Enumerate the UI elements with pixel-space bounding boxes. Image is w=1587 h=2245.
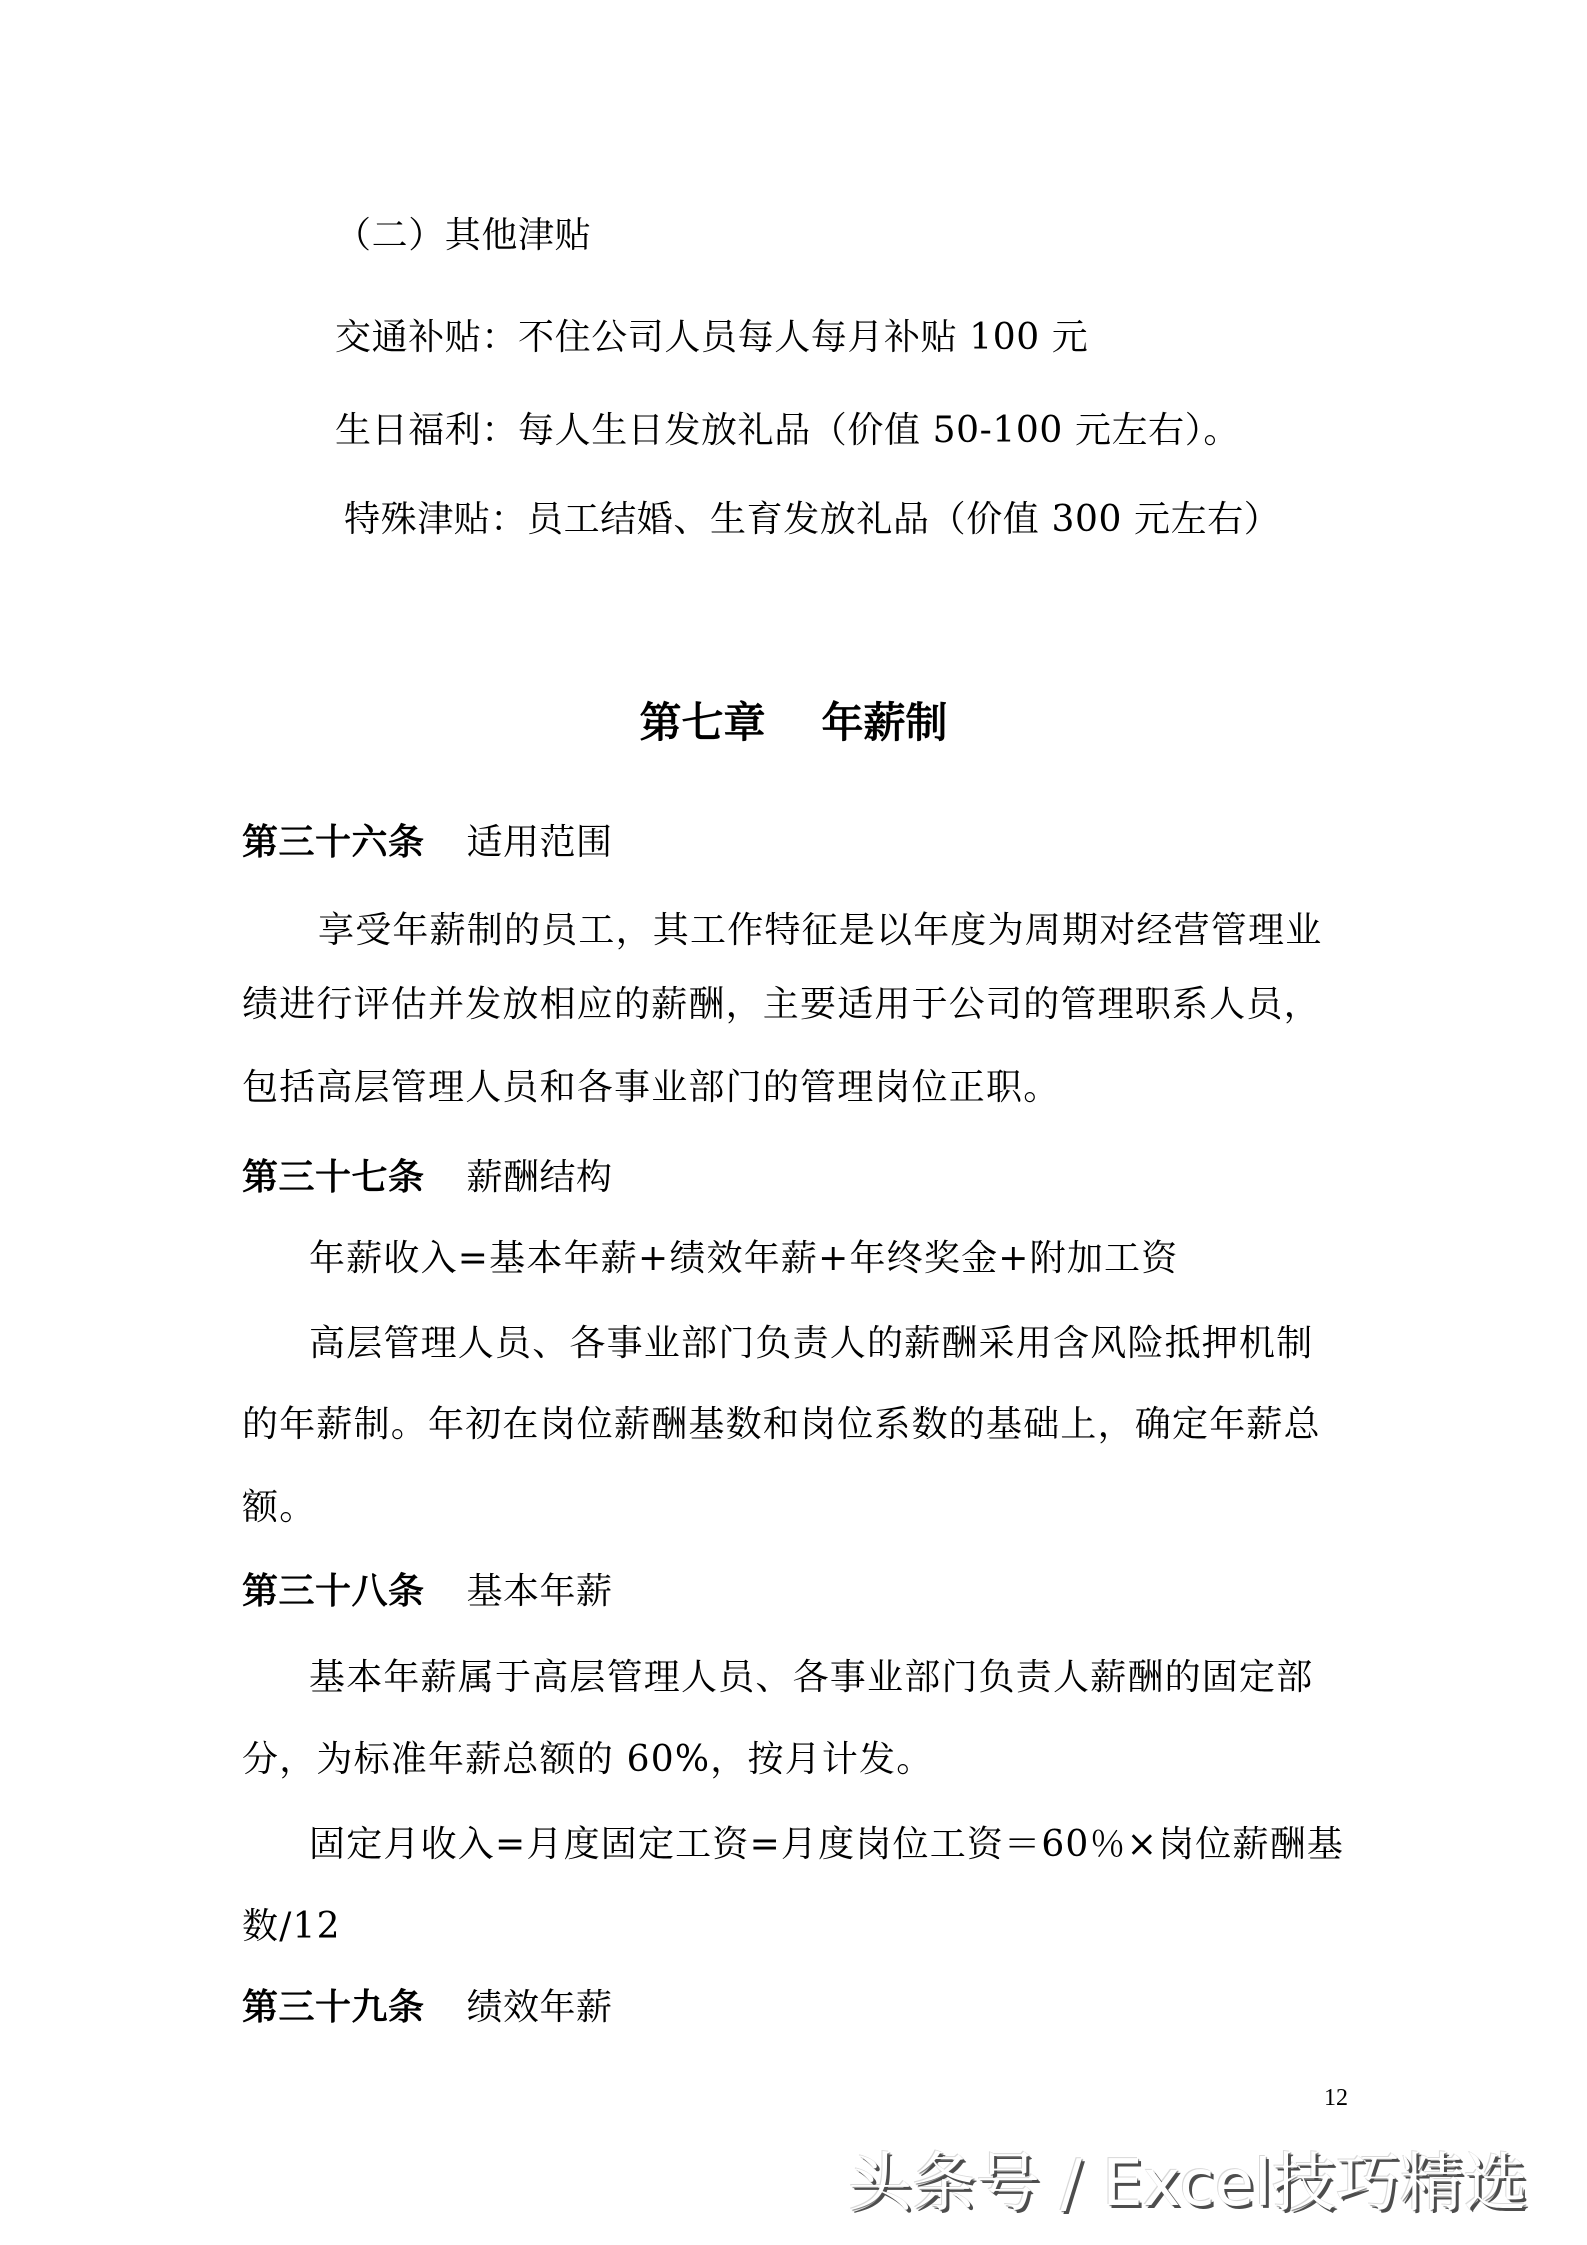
article-heading [242, 1986, 613, 2030]
paragraph-line: 包括高层管理人员和各事业部门的管理岗位正职。 [242, 1067, 1061, 1108]
paragraph-line: 享受年薪制的员工，其工作特征是以年度为周期对经营管理业 [318, 910, 1323, 951]
allowance-transport: 交通补贴：不住公司人员每人每月补贴 100 元 [335, 317, 1089, 358]
allowance-birthday: 生日福利：每人生日发放礼品（价值 50-100 元左右）。 [335, 410, 1240, 451]
paragraph-line: 额。 [242, 1487, 317, 1528]
article-number: 第三十八条 [242, 1571, 425, 1612]
section-heading: （二）其他津贴 [335, 215, 592, 256]
article-number: 第三十九条 [242, 1987, 425, 2028]
chapter-name: 年薪制 [821, 698, 948, 747]
article-name: 薪酬结构 [466, 1157, 613, 1198]
article-heading [242, 1156, 613, 1200]
article-name: 适用范围 [466, 822, 613, 863]
article-heading [242, 1570, 613, 1614]
paragraph-line: 的年薪制。年初在岗位薪酬基数和岗位系数的基础上，确定年薪总 [242, 1404, 1321, 1445]
page-number: 12 [1324, 2085, 1348, 2111]
paragraph-line: 绩进行评估并发放相应的薪酬，主要适用于公司的管理职系人员， [242, 984, 1321, 1025]
formula-line: 年薪收入=基本年薪+绩效年薪+年终奖金+附加工资 [309, 1238, 1179, 1279]
article-heading [242, 821, 613, 865]
formula-line: 固定月收入=月度固定工资=月度岗位工资＝60％×岗位薪酬基 [309, 1824, 1345, 1865]
chapter-number: 第七章 [639, 698, 766, 747]
paragraph-line: 数/12 [242, 1906, 341, 1947]
watermark: 头条号 / Excel技巧精选 [848, 2147, 1528, 2221]
article-name: 绩效年薪 [466, 1987, 613, 2028]
paragraph-line: 高层管理人员、各事业部门负责人的薪酬采用含风险抵押机制 [309, 1323, 1314, 1364]
chapter-title [0, 700, 1587, 746]
allowance-special: 特殊津贴：员工结婚、生育发放礼品（价值 300 元左右） [344, 499, 1281, 540]
article-number: 第三十七条 [242, 1157, 425, 1198]
article-number: 第三十六条 [242, 822, 425, 863]
paragraph-line: 分，为标准年薪总额的 60%，按月计发。 [242, 1739, 934, 1780]
article-name: 基本年薪 [466, 1571, 613, 1612]
paragraph-line: 基本年薪属于高层管理人员、各事业部门负责人薪酬的固定部 [309, 1657, 1314, 1698]
